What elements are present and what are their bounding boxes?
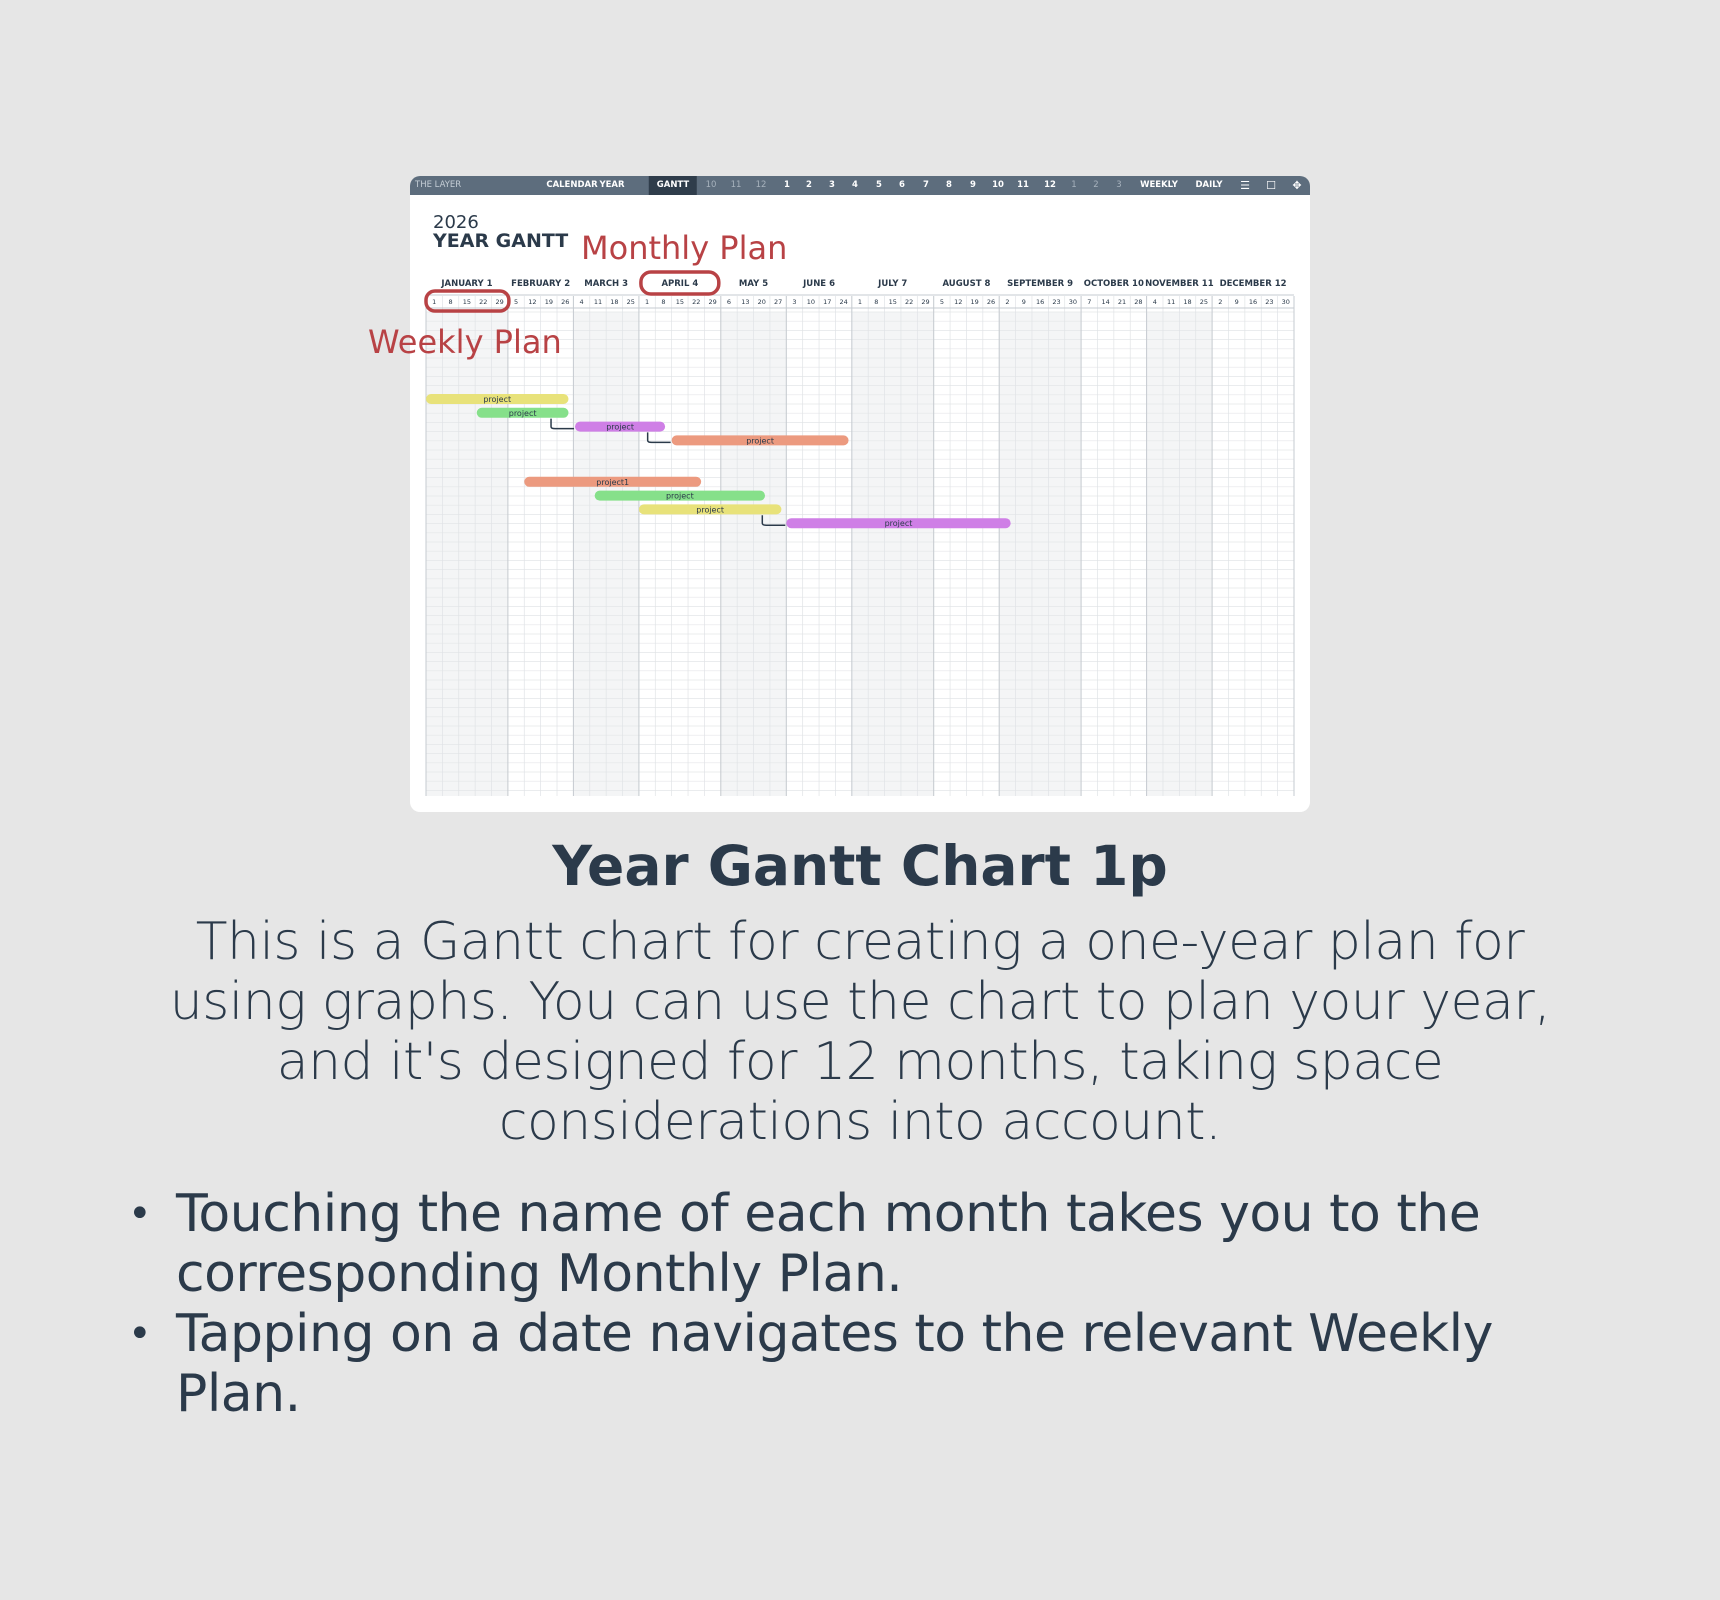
week-date[interactable]: 8 [661, 298, 666, 306]
caption-title: Year Gantt Chart 1p [552, 834, 1168, 898]
task-label: project [508, 408, 537, 418]
week-date[interactable]: 12 [528, 298, 537, 306]
week-date[interactable]: 26 [986, 298, 996, 306]
week-date[interactable]: 23 [1052, 298, 1061, 306]
week-date[interactable]: 24 [839, 298, 848, 306]
nav-item-daily[interactable]: DAILY [1195, 180, 1223, 190]
nav-item-2[interactable]: 2 [1093, 180, 1099, 190]
nav-item-12[interactable]: 12 [755, 180, 767, 190]
bullet-icon: • [128, 1311, 152, 1357]
menu-icon[interactable]: ☰ [1240, 179, 1250, 192]
week-date[interactable]: 11 [1167, 298, 1176, 306]
week-date[interactable]: 9 [1234, 298, 1239, 306]
nav-item-gantt[interactable]: GANTT [649, 176, 697, 195]
nav-item-4[interactable]: 4 [852, 180, 858, 190]
bullet-icon: • [128, 1191, 152, 1237]
dependency-connector [551, 419, 574, 429]
nav-item-10[interactable]: 10 [705, 180, 717, 190]
month-label[interactable]: AUGUST 8 [942, 279, 991, 289]
nav-item-2[interactable]: 2 [806, 180, 812, 190]
feature-note-text: Tapping on a date navigates to the relevant Weekly Plan. [176, 1304, 1493, 1424]
week-date[interactable]: 18 [610, 298, 619, 306]
week-date[interactable]: 9 [1021, 298, 1026, 306]
week-date[interactable]: 27 [773, 298, 783, 306]
week-date[interactable]: 22 [479, 298, 488, 306]
week-date[interactable]: 19 [544, 298, 553, 306]
week-date[interactable]: 8 [874, 298, 879, 306]
month-shade [426, 312, 508, 796]
week-date[interactable]: 7 [1087, 298, 1092, 306]
month-label[interactable]: MAY 5 [738, 279, 769, 289]
month-label[interactable]: DECEMBER 12 [1219, 279, 1287, 289]
week-date[interactable]: 21 [1117, 298, 1127, 306]
week-date[interactable]: 2 [1005, 298, 1010, 306]
week-date[interactable]: 14 [1101, 298, 1110, 306]
week-date[interactable]: 5 [514, 298, 519, 306]
nav-item-3[interactable]: 3 [1116, 180, 1122, 190]
brand-label: THE LAYER [415, 180, 462, 190]
week-date[interactable]: 29 [495, 298, 504, 306]
feature-note-text: Touching the name of each month takes you to the corresponding Monthly Plan. [176, 1184, 1481, 1304]
week-date[interactable]: 6 [726, 298, 732, 306]
week-date[interactable]: 3 [792, 298, 797, 306]
nav-item-1[interactable]: 1 [784, 180, 790, 190]
square-icon[interactable]: ☐ [1266, 179, 1276, 192]
week-date[interactable]: 8 [448, 298, 453, 306]
nav-item-year[interactable]: YEAR [599, 180, 625, 190]
week-date[interactable]: 22 [904, 298, 914, 306]
month-shade [852, 312, 934, 796]
task-label: project [884, 519, 913, 529]
week-date[interactable]: 25 [1199, 298, 1209, 306]
week-date[interactable]: 16 [1036, 298, 1045, 306]
month-label[interactable]: JUNE 6 [803, 279, 835, 289]
week-date[interactable]: 13 [741, 298, 750, 306]
week-date[interactable]: 11 [593, 298, 603, 306]
week-date[interactable]: 1 [645, 298, 650, 306]
week-date[interactable]: 2 [1218, 298, 1223, 306]
month-label[interactable]: OCTOBER 10 [1083, 279, 1144, 289]
feature-note [120, 1304, 1620, 1424]
month-label[interactable]: FEBRUARY 2 [511, 279, 571, 289]
caption-description: This is a Gantt chart for creating a one-year plan for using graphs. You can use the chart to plan your year, and it's designed for 12 months, taking space considerations into account. [169, 912, 1551, 1152]
task-label: project [606, 422, 634, 432]
month-label[interactable]: JANUARY 1 [441, 279, 493, 289]
week-date[interactable]: 1 [432, 298, 437, 306]
task-label: project [696, 505, 725, 515]
monthly-plan-annotation: Monthly Plan [581, 229, 788, 267]
task-label: project [746, 436, 774, 446]
week-date[interactable]: 22 [692, 298, 701, 306]
gantt-chart [410, 176, 1310, 812]
week-date[interactable]: 28 [1134, 298, 1143, 306]
week-date[interactable]: 29 [708, 298, 717, 306]
week-date[interactable]: 15 [462, 298, 472, 306]
week-date[interactable]: 25 [626, 298, 635, 306]
week-date[interactable]: 10 [806, 298, 816, 306]
week-date[interactable]: 4 [579, 298, 584, 306]
month-label[interactable]: SEPTEMBER 9 [1007, 279, 1074, 289]
nav-item-5[interactable]: 5 [876, 180, 882, 190]
nav-item-11[interactable]: 11 [730, 180, 742, 190]
nav-item-8[interactable]: 8 [946, 180, 952, 190]
settings-icon[interactable]: ✥ [1292, 179, 1302, 192]
week-date[interactable]: 15 [675, 298, 684, 306]
week-date[interactable]: 16 [1248, 298, 1258, 306]
nav-item-11[interactable]: 11 [1017, 180, 1029, 190]
gantt-year: 2026 [433, 212, 479, 233]
gantt-title: YEAR GANTT [433, 230, 569, 252]
nav-item-calendar[interactable]: CALENDAR [546, 180, 598, 190]
week-date[interactable]: 15 [888, 298, 897, 306]
week-date[interactable]: 30 [1068, 298, 1078, 306]
nav-item-6[interactable]: 6 [899, 180, 905, 190]
nav-item-weekly[interactable]: WEEKLY [1140, 180, 1178, 190]
month-label[interactable]: MARCH 3 [584, 279, 629, 289]
gantt-preview-card [410, 176, 1310, 812]
feature-notes [120, 1184, 1620, 1424]
nav-item-10[interactable]: 10 [992, 180, 1004, 190]
month-label[interactable]: APRIL 4 [661, 279, 699, 289]
feature-note [120, 1184, 1620, 1304]
week-date[interactable]: 29 [921, 298, 930, 306]
week-date[interactable]: 23 [1265, 298, 1274, 306]
week-date[interactable]: 18 [1183, 298, 1192, 306]
week-date[interactable]: 17 [823, 298, 832, 306]
task-label: project [483, 395, 512, 404]
week-date[interactable]: 12 [954, 298, 963, 306]
month-label[interactable]: JULY 7 [878, 279, 908, 289]
week-date[interactable]: 30 [1281, 298, 1290, 306]
task-label: project [665, 491, 694, 501]
month-shade [999, 312, 1081, 796]
week-date[interactable]: 5 [939, 298, 944, 306]
nav-item-9[interactable]: 9 [970, 180, 976, 190]
week-date[interactable]: 19 [970, 298, 979, 306]
task-label: project1 [596, 477, 630, 487]
week-date[interactable]: 4 [1152, 298, 1157, 306]
nav-item-12[interactable]: 12 [1044, 180, 1056, 190]
nav-item-3[interactable]: 3 [829, 180, 835, 190]
weekly-plan-annotation: Weekly Plan [368, 323, 562, 361]
nav-item-7[interactable]: 7 [923, 180, 929, 190]
week-date[interactable]: 20 [757, 298, 766, 306]
week-date[interactable]: 26 [561, 298, 570, 306]
week-date[interactable]: 1 [857, 298, 863, 306]
month-label[interactable]: NOVEMBER 11 [1145, 279, 1214, 289]
nav-item-1[interactable]: 1 [1071, 180, 1077, 190]
